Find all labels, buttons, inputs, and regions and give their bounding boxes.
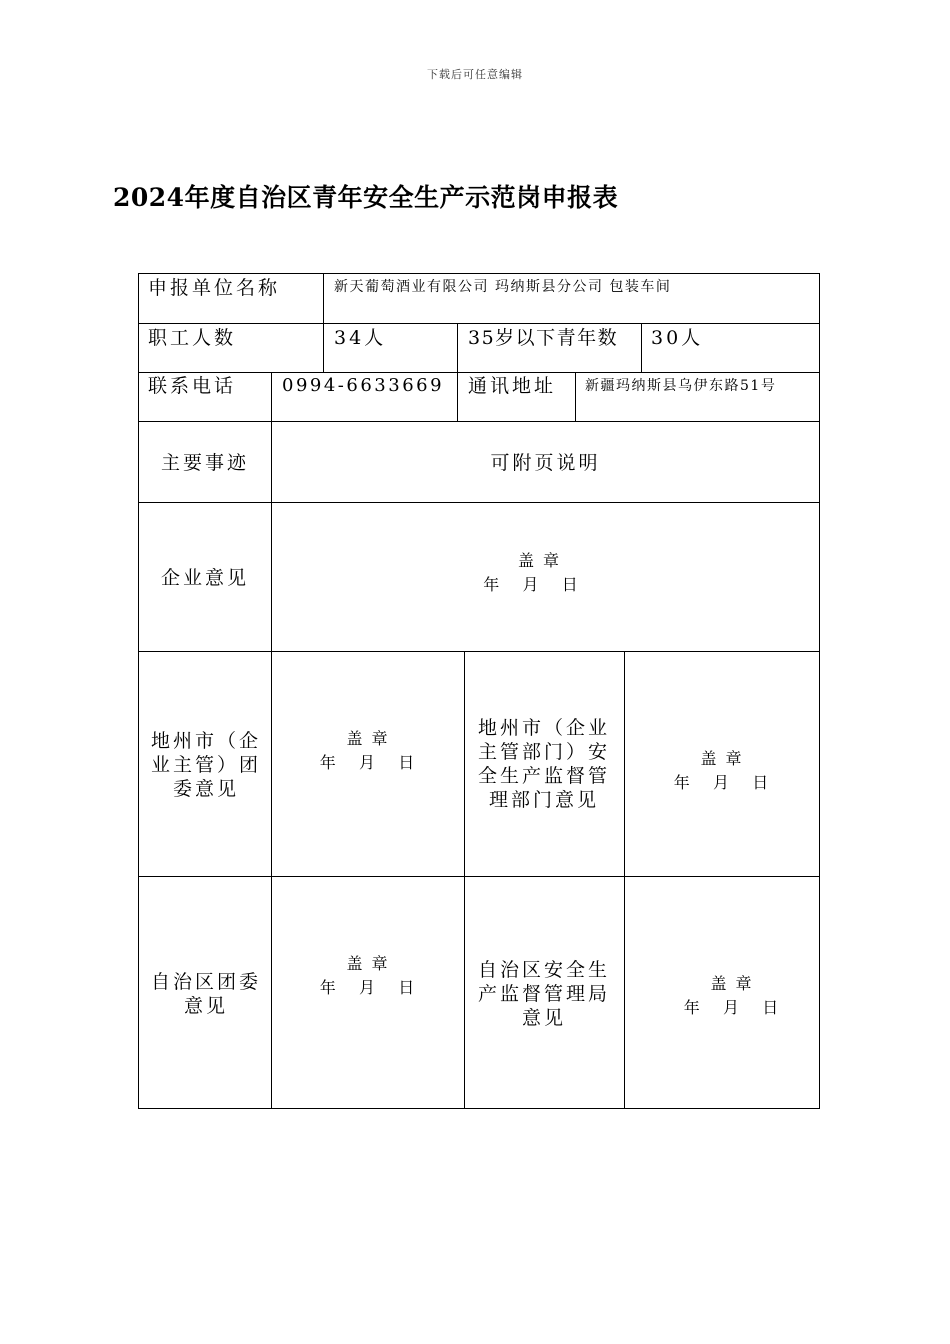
col-line	[624, 651, 625, 1109]
row-line	[138, 651, 820, 652]
seal-text: 盖 章	[517, 551, 562, 570]
prefecture-league-stamp	[272, 727, 464, 775]
prefecture-safety-stamp	[625, 747, 819, 795]
address-value: 新疆玛纳斯县乌伊东路51号	[585, 378, 777, 394]
col-line	[457, 323, 458, 372]
date-text: 年 月 日	[683, 998, 781, 1017]
row-line	[138, 323, 820, 324]
region-safety-stamp	[635, 972, 829, 1020]
col-line	[464, 651, 465, 1109]
main-deeds-label: 主要事迹	[160, 452, 249, 474]
enterprise-stamp	[272, 549, 819, 597]
col-line	[457, 372, 458, 421]
col-line	[575, 372, 576, 421]
header-note: 下载后可任意编辑	[427, 68, 523, 81]
address-label: 通讯地址	[468, 375, 557, 397]
prefecture-league-opinion-label: 地州市（企业主管）团委意见	[150, 730, 261, 800]
date-text: 年 月 日	[319, 978, 417, 997]
seal-text: 盖 章	[346, 729, 390, 748]
region-safety-opinion-label: 自治区安全生产监督管理局意见	[477, 959, 610, 1029]
row-line	[138, 421, 820, 422]
date-text: 年 月 日	[319, 753, 417, 772]
phone-label: 联系电话	[148, 375, 237, 397]
row-line	[138, 372, 820, 373]
youth-count-value: 30人	[651, 327, 704, 349]
main-deeds-value: 可附页说明	[490, 452, 601, 474]
unit-name-label: 申报单位名称	[148, 277, 281, 299]
row-line	[138, 876, 820, 877]
table-border-top	[138, 273, 820, 274]
seal-text: 盖 章	[700, 749, 744, 768]
enterprise-opinion-label: 企业意见	[160, 567, 249, 589]
region-league-stamp	[272, 952, 464, 1000]
col-line	[271, 372, 272, 421]
table-border-left	[138, 273, 139, 1109]
col-line	[641, 323, 642, 372]
seal-text: 盖 章	[346, 954, 390, 973]
unit-name-value: 新天葡萄酒业有限公司 玛纳斯县分公司 包装车间	[334, 279, 672, 295]
col-line	[323, 323, 324, 372]
staff-count-value: 34人	[334, 327, 387, 349]
table-border-bottom	[138, 1108, 820, 1109]
col-line	[323, 273, 324, 323]
prefecture-safety-opinion-label: 地州市（企业主管部门）安全生产监督管理部门意见	[477, 717, 610, 811]
seal-text: 盖 章	[710, 974, 754, 993]
staff-count-label: 职工人数	[148, 327, 237, 349]
date-text: 年 月 日	[673, 773, 771, 792]
page-title: 2024年度自治区青年安全生产示范岗申报表	[113, 183, 619, 212]
row-line	[138, 502, 820, 503]
phone-value: 0994-6633669	[282, 375, 445, 396]
region-league-opinion-label: 自治区团委意见	[150, 971, 261, 1017]
date-text: 年 月 日	[483, 575, 580, 594]
youth-count-label: 35岁以下青年数	[468, 327, 619, 349]
